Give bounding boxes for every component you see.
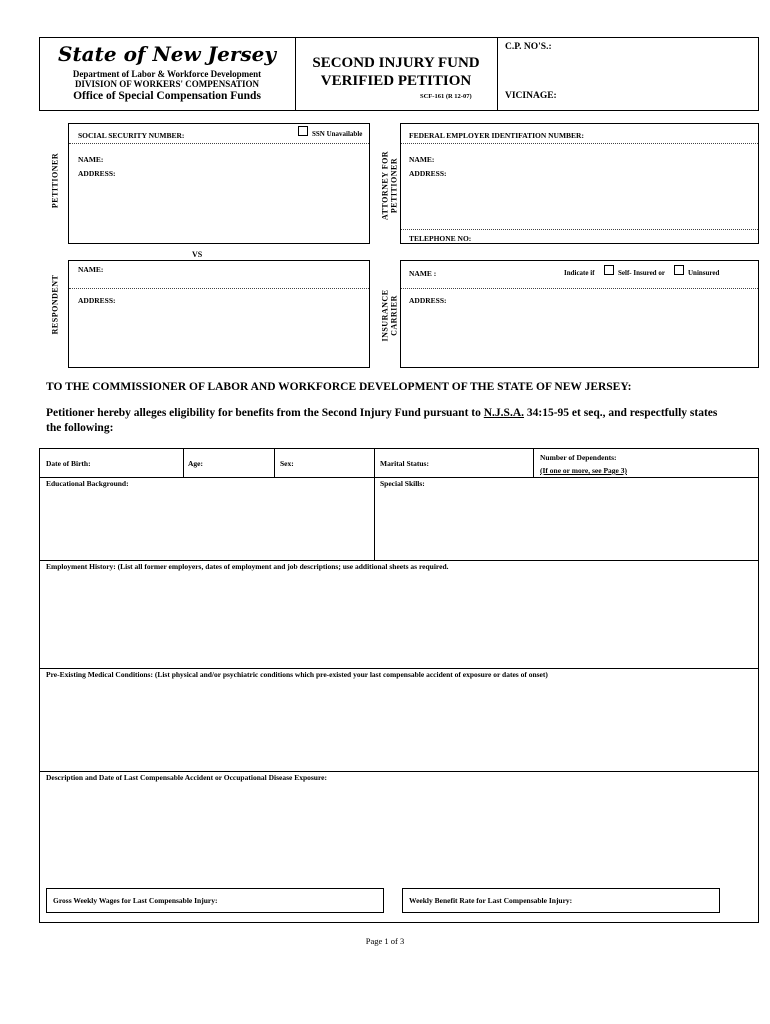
attorney-address-label: ADDRESS: [409, 169, 447, 178]
benefit-rate-input[interactable] [605, 892, 719, 910]
attorney-name-label: NAME: [409, 155, 435, 164]
petitioner-address-label: ADDRESS: [78, 169, 116, 178]
petitioner-name-input[interactable] [105, 152, 369, 168]
form-title-line1: SECOND INJURY FUND [312, 55, 480, 71]
uninsured-label: Uninsured [688, 269, 720, 277]
self-insured-label: Self- Insured or [618, 269, 665, 277]
marital-status-label: Marital Status: [380, 459, 429, 468]
dob-input[interactable] [100, 456, 184, 472]
preexisting-label: Pre-Existing Medical Conditions: (List physical and/or psychiatric conditions which pre-existed your last compensable accident of exposure or dates of onset) [46, 670, 548, 679]
accident-label: Description and Date of Last Compensable Accident or Occupational Disease Exposure: [46, 773, 327, 782]
form-code: SCF-161 (R 12-07) [420, 93, 472, 100]
ssn-unavailable-label: SSN Unavailable [312, 130, 363, 138]
respondent-address-label: ADDRESS: [78, 296, 116, 305]
employment-label: Employment History: (List all former employers, dates of employment and job descriptions; use additional sheets as required. [46, 562, 449, 571]
respondent-name-label: NAME: [78, 265, 104, 274]
attorney-address-input[interactable] [409, 180, 753, 228]
cp-nos-label: C.P. NO'S.: [505, 42, 552, 52]
ssn-unavailable-checkbox[interactable] [298, 126, 308, 136]
preexisting-input[interactable] [46, 682, 755, 772]
accident-input[interactable] [46, 785, 755, 885]
dependents-label: Number of Dependents: [540, 453, 617, 462]
gross-wages-input[interactable] [252, 892, 384, 910]
insurance-name-input[interactable] [440, 266, 564, 282]
insurance-side-label-1: INSURANCE [380, 289, 390, 342]
age-input[interactable] [210, 456, 274, 472]
petitioner-address-input[interactable] [78, 180, 367, 242]
skills-label: Special Skills: [380, 479, 425, 488]
page-number: Page 1 of 3 [365, 936, 405, 946]
vs-label: VS [192, 250, 203, 259]
telephone-input[interactable] [478, 231, 752, 246]
statute-ref: N.J.S.A. [483, 407, 525, 419]
header-divider-2 [497, 38, 498, 110]
fein-label: FEDERAL EMPLOYER IDENTIFATION NUMBER: [409, 131, 584, 140]
state-title: State of New Jersey [58, 42, 276, 66]
self-insured-checkbox[interactable] [604, 265, 614, 275]
commissioner-heading: TO THE COMMISSIONER OF LABOR AND WORKFORCE DEVELOPMENT OF THE STATE OF NEW JERSEY: [46, 381, 632, 393]
dob-label: Date of Birth: [46, 459, 91, 468]
dependents-note: (If one or more, see Page 3) [540, 466, 627, 475]
allegation-part2: 34:15-95 et seq., and respectfully states [524, 407, 718, 419]
allegation-part1: Petitioner hereby alleges eligibility for benefits from the Second Injury Fund pursuant to [46, 407, 484, 419]
skills-input[interactable] [380, 490, 754, 558]
sex-input[interactable] [300, 456, 374, 472]
respondent-side-label: RESPONDENT [50, 274, 60, 335]
telephone-label: TELEPHONE NO: [409, 234, 472, 243]
respondent-name-input[interactable] [105, 262, 369, 278]
insurance-address-label: ADDRESS: [409, 296, 447, 305]
vicinage-input[interactable] [565, 89, 754, 105]
attorney-side-label-1: ATTORNEY FOR [380, 150, 390, 221]
fein-input[interactable] [590, 128, 754, 144]
benefit-rate-label: Weekly Benefit Rate for Last Compensable Injury: [409, 896, 573, 905]
petitioner-side-label: PETITIONER [50, 152, 60, 209]
insurance-side-label-2: CARRIER [389, 295, 399, 336]
gross-wages-label: Gross Weekly Wages for Last Compensable Injury: [53, 896, 218, 905]
uninsured-checkbox[interactable] [674, 265, 684, 275]
attorney-side-label-2: PETITIONER [389, 157, 399, 214]
sex-label: Sex: [280, 459, 294, 468]
education-input[interactable] [46, 490, 370, 558]
ssn-label: SOCIAL SECURITY NUMBER: [78, 131, 185, 140]
division-name: DIVISION OF WORKERS' COMPENSATION [74, 79, 260, 89]
department-name: Department of Labor & Workforce Development [72, 69, 262, 79]
indicate-if-label: Indicate if [564, 269, 595, 277]
education-label: Educational Background: [46, 479, 129, 488]
attorney-name-input[interactable] [436, 152, 755, 168]
ssn-input[interactable] [180, 128, 294, 144]
allegation-text [46, 406, 746, 436]
age-label: Age: [188, 459, 203, 468]
respondent-address-input[interactable] [78, 307, 367, 367]
cp-nos-input[interactable] [560, 42, 754, 58]
marital-status-input[interactable] [440, 456, 532, 472]
insurance-address-input[interactable] [409, 307, 753, 367]
insurance-name-label: NAME : [409, 269, 437, 278]
form-title-line2: VERIFIED PETITION [320, 73, 472, 89]
employment-input[interactable] [46, 574, 755, 668]
petitioner-name-label: NAME: [78, 155, 104, 164]
office-name: Office of Special Compensation Funds [73, 90, 261, 102]
vicinage-label: VICINAGE: [505, 91, 557, 101]
allegation-line2: the following: [46, 422, 114, 434]
